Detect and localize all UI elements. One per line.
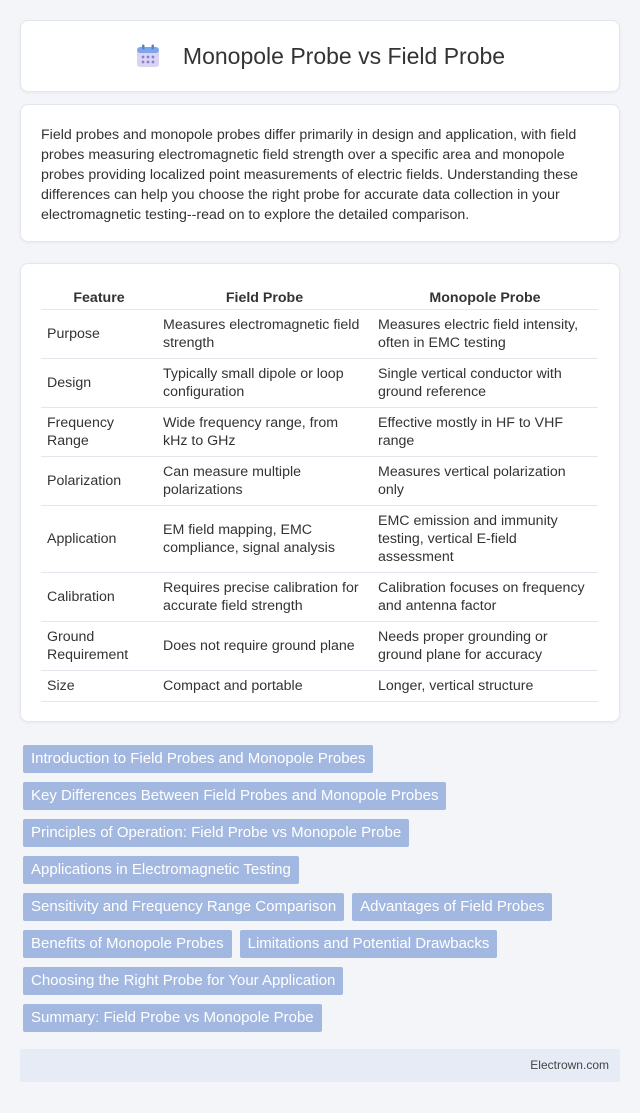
table-cell: Design xyxy=(41,358,157,407)
topic-link-benefits[interactable]: Benefits of Monopole Probes xyxy=(23,930,232,958)
table-cell: Compact and portable xyxy=(157,670,372,701)
footer-brand[interactable]: Electrown.com xyxy=(530,1058,609,1072)
column-header-feature: Feature xyxy=(41,283,157,309)
table-header-row xyxy=(41,283,598,309)
topic-link-limitations[interactable]: Limitations and Potential Drawbacks xyxy=(240,930,498,958)
topic-row xyxy=(23,1004,617,1032)
table-cell: EM field mapping, EMC compliance, signal analysis xyxy=(157,505,372,572)
table-row xyxy=(41,621,598,670)
topic-link-introduction[interactable]: Introduction to Field Probes and Monopole Probes xyxy=(23,745,373,773)
comparison-card xyxy=(20,263,620,722)
column-header-monopole-probe: Monopole Probe xyxy=(372,283,598,309)
table-cell: Calibration focuses on frequency and antenna factor xyxy=(372,572,598,621)
table-cell: Does not require ground plane xyxy=(157,621,372,670)
table-cell: Measures electromagnetic field strength xyxy=(157,309,372,358)
table-cell: Needs proper grounding or ground plane for accuracy xyxy=(372,621,598,670)
table-cell: Measures electric field intensity, often in EMC testing xyxy=(372,309,598,358)
topic-row xyxy=(23,893,617,921)
topic-row xyxy=(23,856,617,884)
table-row xyxy=(41,309,598,358)
table-cell: Effective mostly in HF to VHF range xyxy=(372,407,598,456)
table-cell: Purpose xyxy=(41,309,157,358)
intro-text: Field probes and monopole probes differ primarily in design and application, with field probes measuring electromagnetic field strength over a specific area and monopole probes providing localized point measurements of electric fields. Understanding these differences can help you choose the right probe for accurate data collection in your electromagnetic testing--read on to explore the detailed comparison. xyxy=(41,127,579,223)
table-cell: Polarization xyxy=(41,456,157,505)
table-cell: Size xyxy=(41,670,157,701)
column-header-field-probe: Field Probe xyxy=(157,283,372,309)
table-row xyxy=(41,358,598,407)
topic-row xyxy=(23,745,617,773)
table-row xyxy=(41,505,598,572)
table-cell: Can measure multiple polarizations xyxy=(157,456,372,505)
table-row xyxy=(41,407,598,456)
page-title: Monopole Probe vs Field Probe xyxy=(182,42,506,69)
table-cell: Frequency Range xyxy=(41,407,157,456)
footer xyxy=(20,1049,620,1082)
topic-link-principles[interactable]: Principles of Operation: Field Probe vs Monopole Probe xyxy=(23,819,409,847)
table-cell: Longer, vertical structure xyxy=(372,670,598,701)
table-cell: Requires precise calibration for accurate field strength xyxy=(157,572,372,621)
table-cell: Wide frequency range, from kHz to GHz xyxy=(157,407,372,456)
calendar-icon xyxy=(135,43,161,69)
topic-row xyxy=(23,819,617,847)
topic-row xyxy=(23,782,617,810)
topic-link-summary[interactable]: Summary: Field Probe vs Monopole Probe xyxy=(23,1004,322,1032)
table-row xyxy=(41,572,598,621)
table-row xyxy=(41,670,598,701)
comparison-table xyxy=(41,283,598,702)
table-row xyxy=(41,456,598,505)
topic-link-key-differences[interactable]: Key Differences Between Field Probes and Monopole Probes xyxy=(23,782,446,810)
topic-link-advantages[interactable]: Advantages of Field Probes xyxy=(352,893,552,921)
title-card xyxy=(20,20,620,92)
table-cell: EMC emission and immunity testing, vertical E-field assessment xyxy=(372,505,598,572)
intro-card xyxy=(20,104,620,242)
table-cell: Calibration xyxy=(41,572,157,621)
topic-row xyxy=(23,967,617,995)
topic-row xyxy=(23,930,617,958)
table-cell: Application xyxy=(41,505,157,572)
table-cell: Ground Requirement xyxy=(41,621,157,670)
topic-link-sensitivity[interactable]: Sensitivity and Frequency Range Comparison xyxy=(23,893,344,921)
topic-link-choosing[interactable]: Choosing the Right Probe for Your Application xyxy=(23,967,343,995)
table-cell: Single vertical conductor with ground reference xyxy=(372,358,598,407)
topic-links xyxy=(23,745,617,1041)
table-cell: Measures vertical polarization only xyxy=(372,456,598,505)
topic-link-applications[interactable]: Applications in Electromagnetic Testing xyxy=(23,856,299,884)
table-cell: Typically small dipole or loop configuration xyxy=(157,358,372,407)
